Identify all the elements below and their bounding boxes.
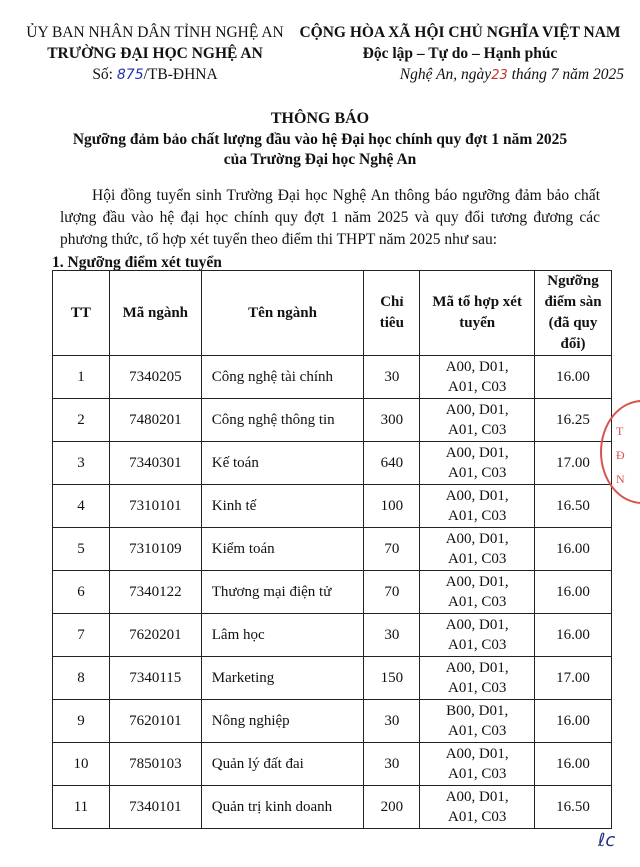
row-tt: 10 xyxy=(53,743,110,786)
row-code: 7340101 xyxy=(109,786,201,829)
intro-paragraph: Hội đồng tuyển sinh Trường Đại học Nghệ An thông báo ngưỡng đảm bảo chất lượng đầu vào hệ đại học chính quy đợt 1 năm 2025 và quy đổi tương đương các phương thức, tổ hợp xét tuyển theo điểm thi THPT năm 2025 như sau: xyxy=(60,187,600,248)
col-tt: TT xyxy=(53,271,110,356)
row-code: 7340205 xyxy=(109,356,201,399)
row-combo: B00, D01, A01, C03 xyxy=(420,700,535,743)
row-name: Nông nghiệp xyxy=(201,700,364,743)
row-score: 16.50 xyxy=(535,485,612,528)
section-heading: 1. Ngưỡng điểm xét tuyển xyxy=(52,254,222,271)
row-quota: 30 xyxy=(364,700,420,743)
row-score: 16.00 xyxy=(535,356,612,399)
row-combo: A00, D01, A01, C03 xyxy=(420,743,535,786)
row-quota: 640 xyxy=(364,442,420,485)
row-combo: A00, D01, A01, C03 xyxy=(420,657,535,700)
place-date: Nghệ An, ngày23 tháng 7 năm 2025 xyxy=(399,66,624,83)
row-name: Lâm học xyxy=(201,614,364,657)
row-combo: A00, D01, A01, C03 xyxy=(420,399,535,442)
row-combo: A00, D01, A01, C03 xyxy=(420,614,535,657)
date-day: 23 xyxy=(491,68,508,83)
issuer-name: TRƯỜNG ĐẠI HỌC NGHỆ AN xyxy=(47,45,263,62)
row-code: 7620101 xyxy=(109,700,201,743)
row-combo: A00, D01, A01, C03 xyxy=(420,485,535,528)
row-quota: 150 xyxy=(364,657,420,700)
table-row xyxy=(53,743,612,786)
row-tt: 2 xyxy=(53,399,110,442)
table-row xyxy=(53,399,612,442)
row-combo: A00, D01, A01, C03 xyxy=(420,528,535,571)
national-title: CỘNG HÒA XÃ HỘI CHỦ NGHĨA VIỆT NAM xyxy=(299,24,621,41)
table-row xyxy=(53,571,612,614)
col-combo: Mã tổ hợp xét tuyển xyxy=(420,271,535,356)
table-row xyxy=(53,786,612,829)
national-motto: Độc lập – Tự do – Hạnh phúc xyxy=(362,45,558,62)
row-name: Công nghệ tài chính xyxy=(201,356,364,399)
row-quota: 200 xyxy=(364,786,420,829)
document-title: THÔNG BÁO xyxy=(270,110,370,127)
col-name: Tên ngành xyxy=(201,271,364,356)
row-code: 7310109 xyxy=(109,528,201,571)
row-combo: A00, D01, A01, C03 xyxy=(420,442,535,485)
row-quota: 300 xyxy=(364,399,420,442)
row-combo: A00, D01, A01, C03 xyxy=(420,786,535,829)
row-tt: 5 xyxy=(53,528,110,571)
row-tt: 1 xyxy=(53,356,110,399)
row-combo: A00, D01, A01, C03 xyxy=(420,356,535,399)
row-score: 16.50 xyxy=(535,786,612,829)
row-combo: A00, D01, A01, C03 xyxy=(420,571,535,614)
document-subtitle-2: của Trường Đại học Nghệ An xyxy=(223,151,417,168)
row-quota: 30 xyxy=(364,743,420,786)
row-name: Quản lý đất đai xyxy=(201,743,364,786)
row-code: 7340115 xyxy=(109,657,201,700)
row-tt: 3 xyxy=(53,442,110,485)
row-score: 16.00 xyxy=(535,528,612,571)
issuer-header xyxy=(10,22,300,86)
row-code: 7340301 xyxy=(109,442,201,485)
col-quota: Chỉ tiêu xyxy=(364,271,420,356)
document-number: Số: 875/TB-ĐHNA xyxy=(92,66,218,83)
row-name: Công nghệ thông tin xyxy=(201,399,364,442)
row-quota: 100 xyxy=(364,485,420,528)
table-row xyxy=(53,700,612,743)
row-name: Kinh tế xyxy=(201,485,364,528)
row-tt: 6 xyxy=(53,571,110,614)
row-score: 16.00 xyxy=(535,700,612,743)
row-quota: 30 xyxy=(364,356,420,399)
threshold-table xyxy=(52,270,612,829)
table-row xyxy=(53,442,612,485)
row-name: Kiểm toán xyxy=(201,528,364,571)
row-code: 7340122 xyxy=(109,571,201,614)
row-score: 16.25 xyxy=(535,399,612,442)
row-score: 17.00 xyxy=(535,442,612,485)
document-subtitle-1: Ngưỡng đảm bảo chất lượng đầu vào hệ Đại học chính quy đợt 1 năm 2025 xyxy=(72,131,568,148)
table-row xyxy=(53,528,612,571)
table-row xyxy=(53,657,612,700)
row-tt: 8 xyxy=(53,657,110,700)
row-code: 7850103 xyxy=(109,743,201,786)
document-number-value: 875 xyxy=(116,67,144,83)
row-quota: 30 xyxy=(364,614,420,657)
row-code: 7480201 xyxy=(109,399,201,442)
row-name: Kế toán xyxy=(201,442,364,485)
row-tt: 4 xyxy=(53,485,110,528)
table-row xyxy=(53,356,612,399)
row-tt: 9 xyxy=(53,700,110,743)
row-tt: 11 xyxy=(53,786,110,829)
signature-mark: ℓc xyxy=(598,830,616,851)
row-code: 7620201 xyxy=(109,614,201,657)
col-code: Mã ngành xyxy=(109,271,201,356)
row-score: 17.00 xyxy=(535,657,612,700)
issuer-authority: ỦY BAN NHÂN DÂN TỈNH NGHỆ AN xyxy=(26,24,284,41)
row-quota: 70 xyxy=(364,571,420,614)
col-floor: Ngưỡng điểm sàn (đã quy đổi) xyxy=(535,271,612,356)
table-header-row xyxy=(53,271,612,356)
row-name: Marketing xyxy=(201,657,364,700)
row-score: 16.00 xyxy=(535,614,612,657)
table-row xyxy=(53,485,612,528)
row-score: 16.00 xyxy=(535,571,612,614)
row-quota: 70 xyxy=(364,528,420,571)
row-name: Thương mại điện tử xyxy=(201,571,364,614)
row-score: 16.00 xyxy=(535,743,612,786)
row-code: 7310101 xyxy=(109,485,201,528)
row-tt: 7 xyxy=(53,614,110,657)
official-stamp: T Đ N xyxy=(600,400,640,504)
national-header xyxy=(290,22,630,86)
table-row xyxy=(53,614,612,657)
row-name: Quản trị kinh doanh xyxy=(201,786,364,829)
